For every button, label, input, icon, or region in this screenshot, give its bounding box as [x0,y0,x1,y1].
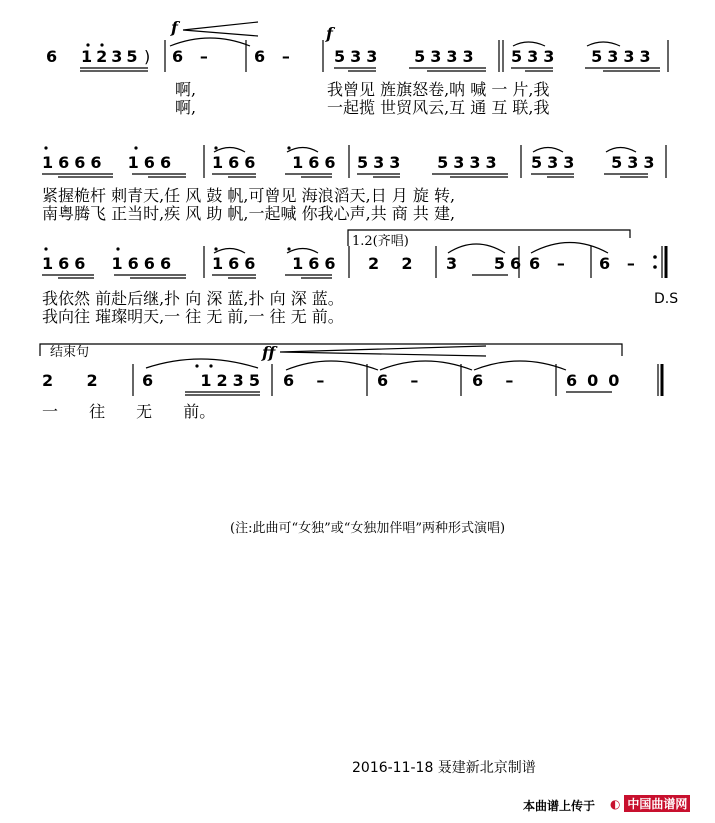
lyric-row2-v1: 紧握桅杆 刺青天,任 风 鼓 帆,可曾见 海浪滔天,日 月 旋 转, [42,186,456,205]
measure: 6 – [377,371,419,390]
dynamic-fortissimo: ff [262,343,276,362]
measure: 166 166 [212,254,341,273]
close-paren: ) [144,47,151,66]
measure: 166 1666 [42,254,177,273]
dal-segno: D.S [654,291,679,307]
measure: 166 166 [212,153,341,172]
measure: 533 533 [531,153,660,172]
dynamic-forte-2: f [326,24,333,43]
measure: 3 56 [446,254,527,273]
lyric-row1-v2-a: 啊, [175,98,197,117]
dynamic-forte-1: f [171,18,178,37]
lyric-row1-v1-a: 啊, [175,80,197,99]
site-name: 中国曲谱网 [624,795,690,812]
upload-text: 本曲谱上传于 [523,799,596,813]
measure: 2 2 [42,371,98,390]
intro-run: 1235 [81,47,142,66]
lyric-row3-v2: 我向往 璀璨明天,一 往 无 前,一 往 无 前。 [42,307,344,326]
lyric-row1-v1-b: 我曾见 旌旗怒卷,呐 喊 一 片,我 [327,80,550,99]
measure: 6 – [472,371,514,390]
performance-note: (注:此曲可“女独”或“女独加伴唱”两种形式演唱) [230,521,506,536]
measure: 6 – [254,47,290,66]
volta-label: 1.2(齐唱) [352,234,409,249]
measure: 6 – [599,254,635,273]
intro-note: 6 [46,47,58,66]
coda-label: 结束句 [50,345,90,360]
measure: 533 5333 [334,47,479,66]
measure: 533 5333 [511,47,656,66]
measure: 1666 166 [42,153,177,172]
credit-line: 2016-11-18 聂建新北京制谱 [352,760,536,776]
measure: 6 – [172,47,208,66]
lyric-row2-v2: 南粤腾飞 正当时,疾 风 助 帆,一起喊 你我心声,共 商 共 建, [42,204,456,223]
measure: 6 1235 [142,371,265,390]
measure: 6 – [529,254,565,273]
measure: 600 [566,371,630,390]
lyric-row4: 一 往 无 前。 [42,402,216,421]
logo-icon: ◐ [610,797,621,811]
measure: 2 2 [368,254,413,273]
measure: 6 – [283,371,325,390]
lyric-row1-v2-b: 一起揽 世贸风云,互 通 互 联,我 [327,98,550,117]
measure: 533 5333 [357,153,502,172]
lyric-row3-v1: 我依然 前赴后继,扑 向 深 蓝,扑 向 深 蓝。 [42,289,344,308]
